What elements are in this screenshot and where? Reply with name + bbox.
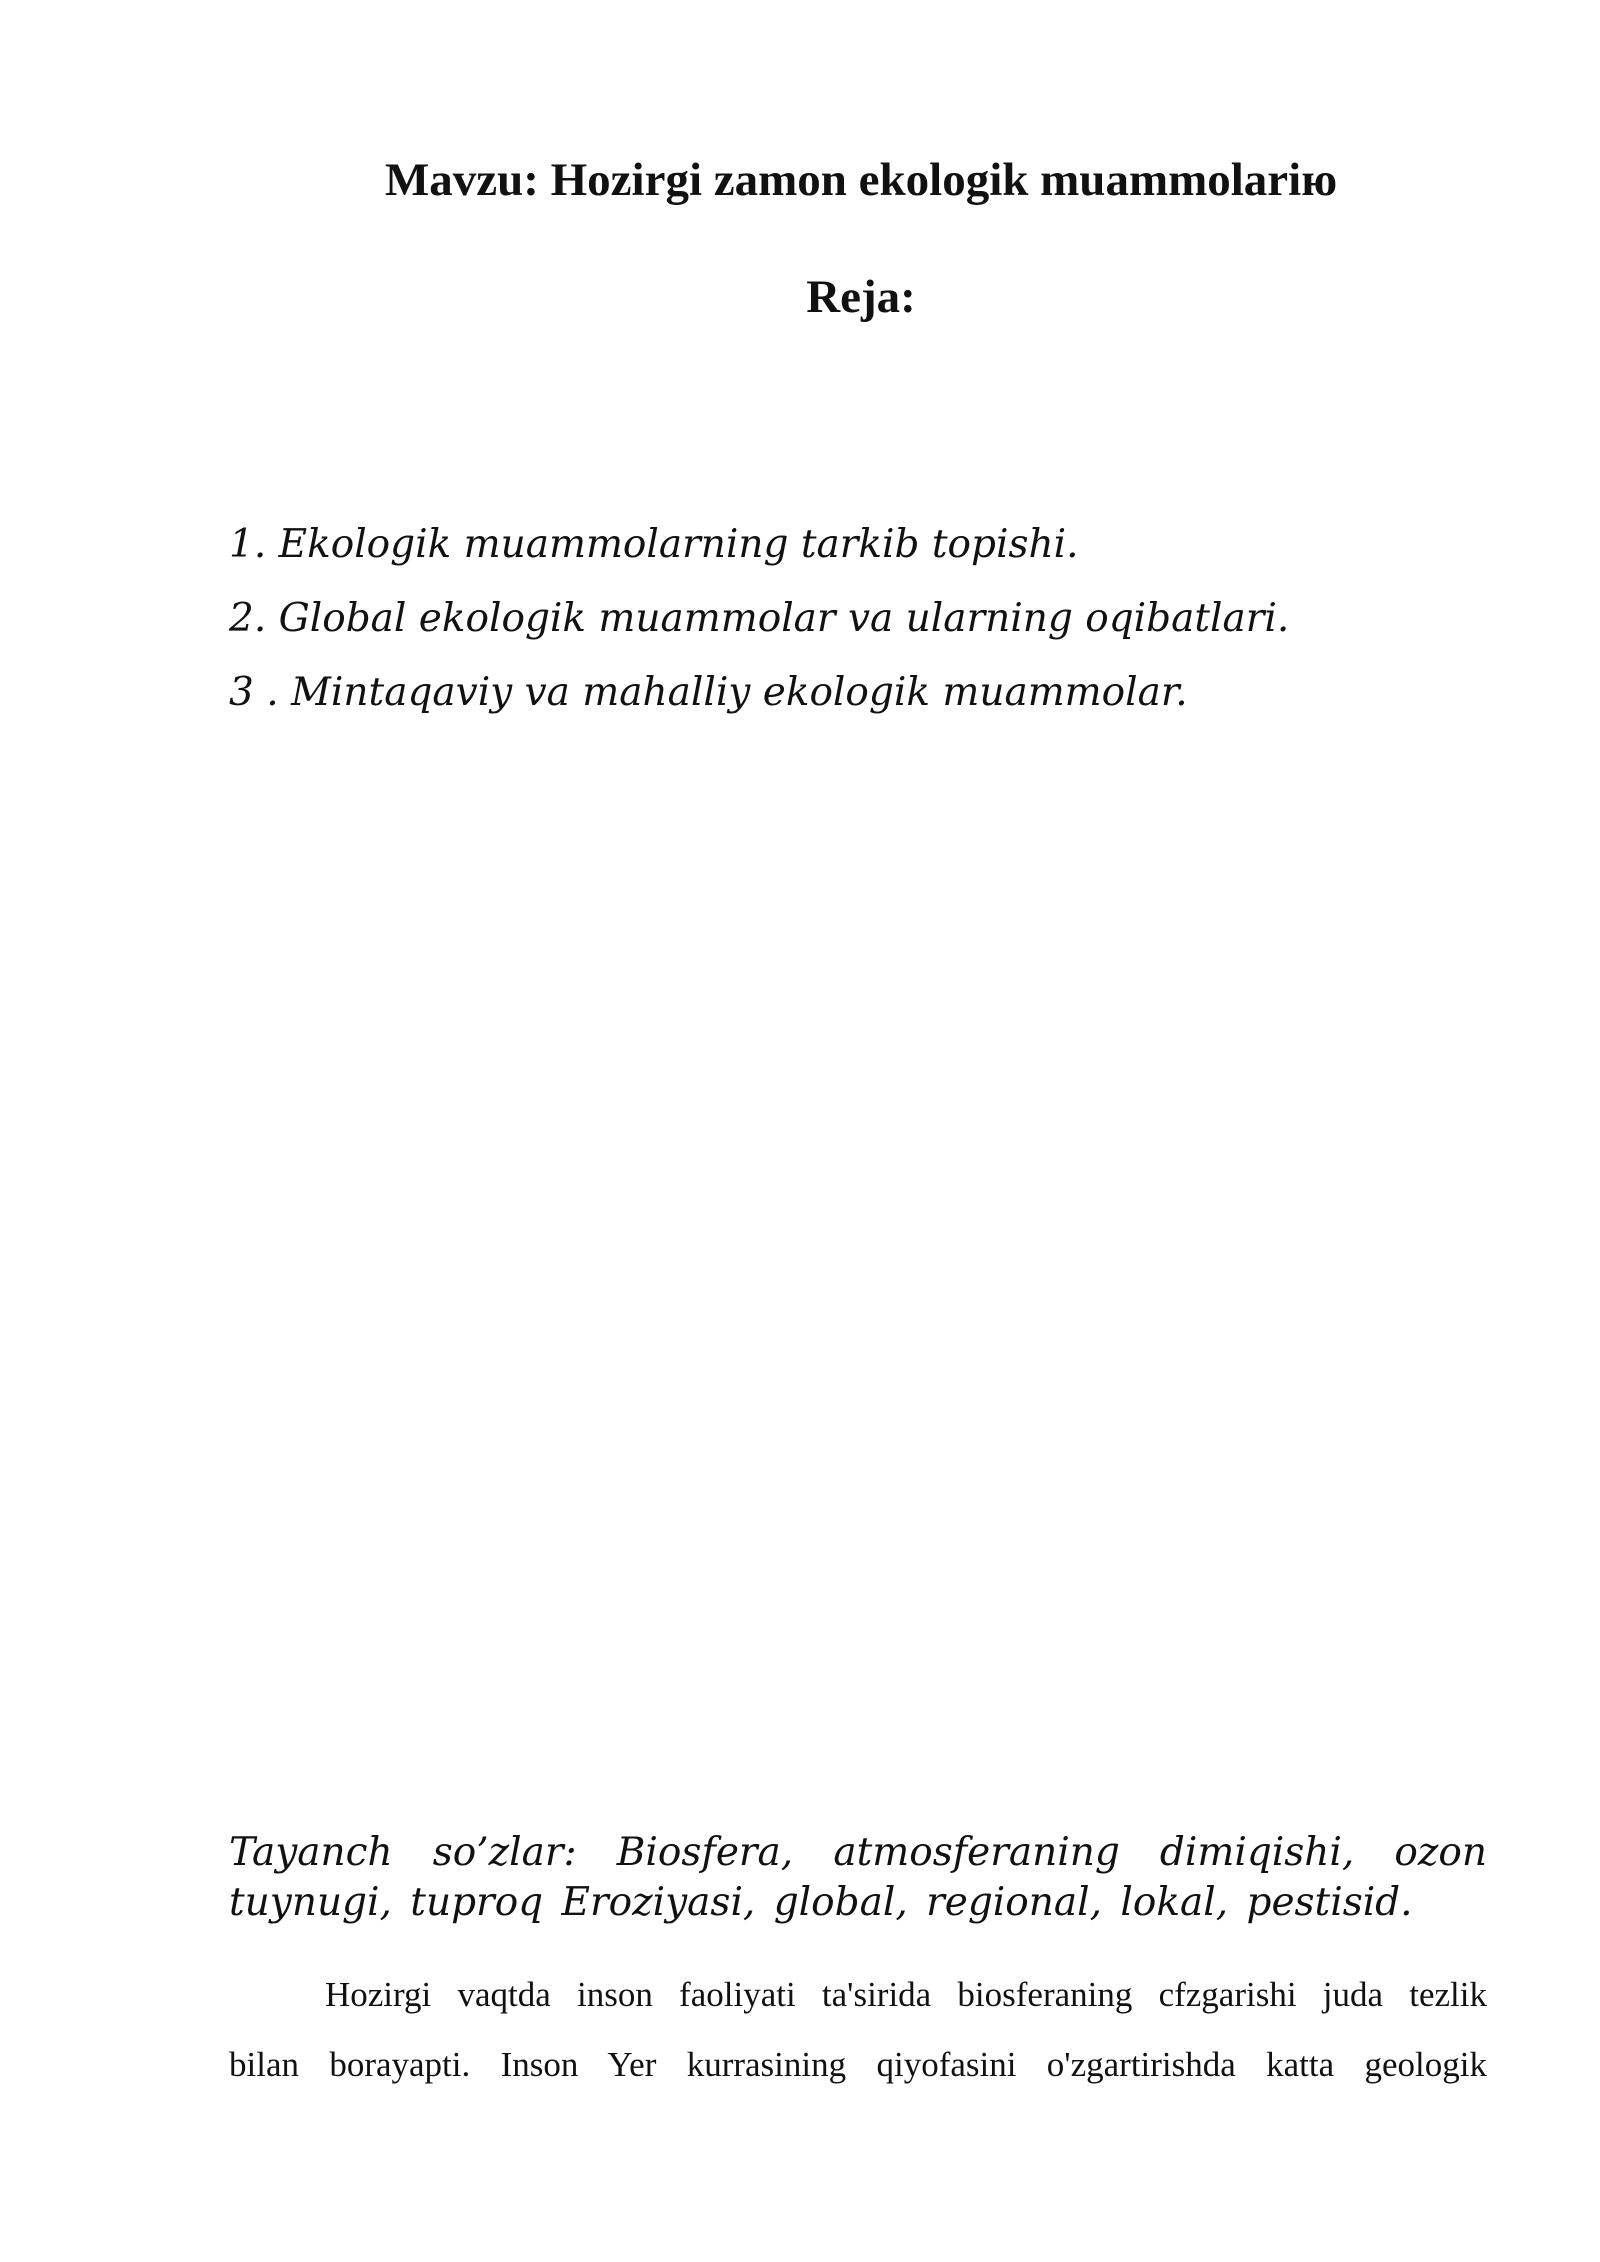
keywords-line-2: tuynugi, tuproq Eroziyasi, global, regional, lokal, pestisid. <box>229 1880 1413 1925</box>
plan-item-3: 3 . Mintaqaviy va mahalliy ekologik muammolar. <box>229 670 1188 715</box>
plan-heading: Reja: <box>806 271 916 323</box>
keywords-paragraph <box>229 1828 1487 1928</box>
keywords-line-1: Tayanch so’zlar: Biosfera, atmosferaning dimiqishi, ozon <box>229 1830 1487 1875</box>
body-paragraph <box>229 1960 1487 2100</box>
plan-item-1: 1. Ekologik muammolarning tarkib topishi. <box>229 522 1079 567</box>
body-line-2: bilan borayapti. Inson Yer kurrasining qiyofasini o'zgartirishda katta geologik <box>229 2045 1487 2084</box>
body-line-1: Hozirgi vaqtda inson faoliyati ta'sirida biosferaning cfzgarishi juda tezlik <box>325 1975 1487 2014</box>
plan-item-2: 2. Global ekologik muammolar va ularning oqibatlari. <box>229 596 1290 641</box>
plan-list <box>229 515 1289 737</box>
document-title: Mavzu: Hozirgi zamon ekologik muammolariю <box>384 154 1338 206</box>
